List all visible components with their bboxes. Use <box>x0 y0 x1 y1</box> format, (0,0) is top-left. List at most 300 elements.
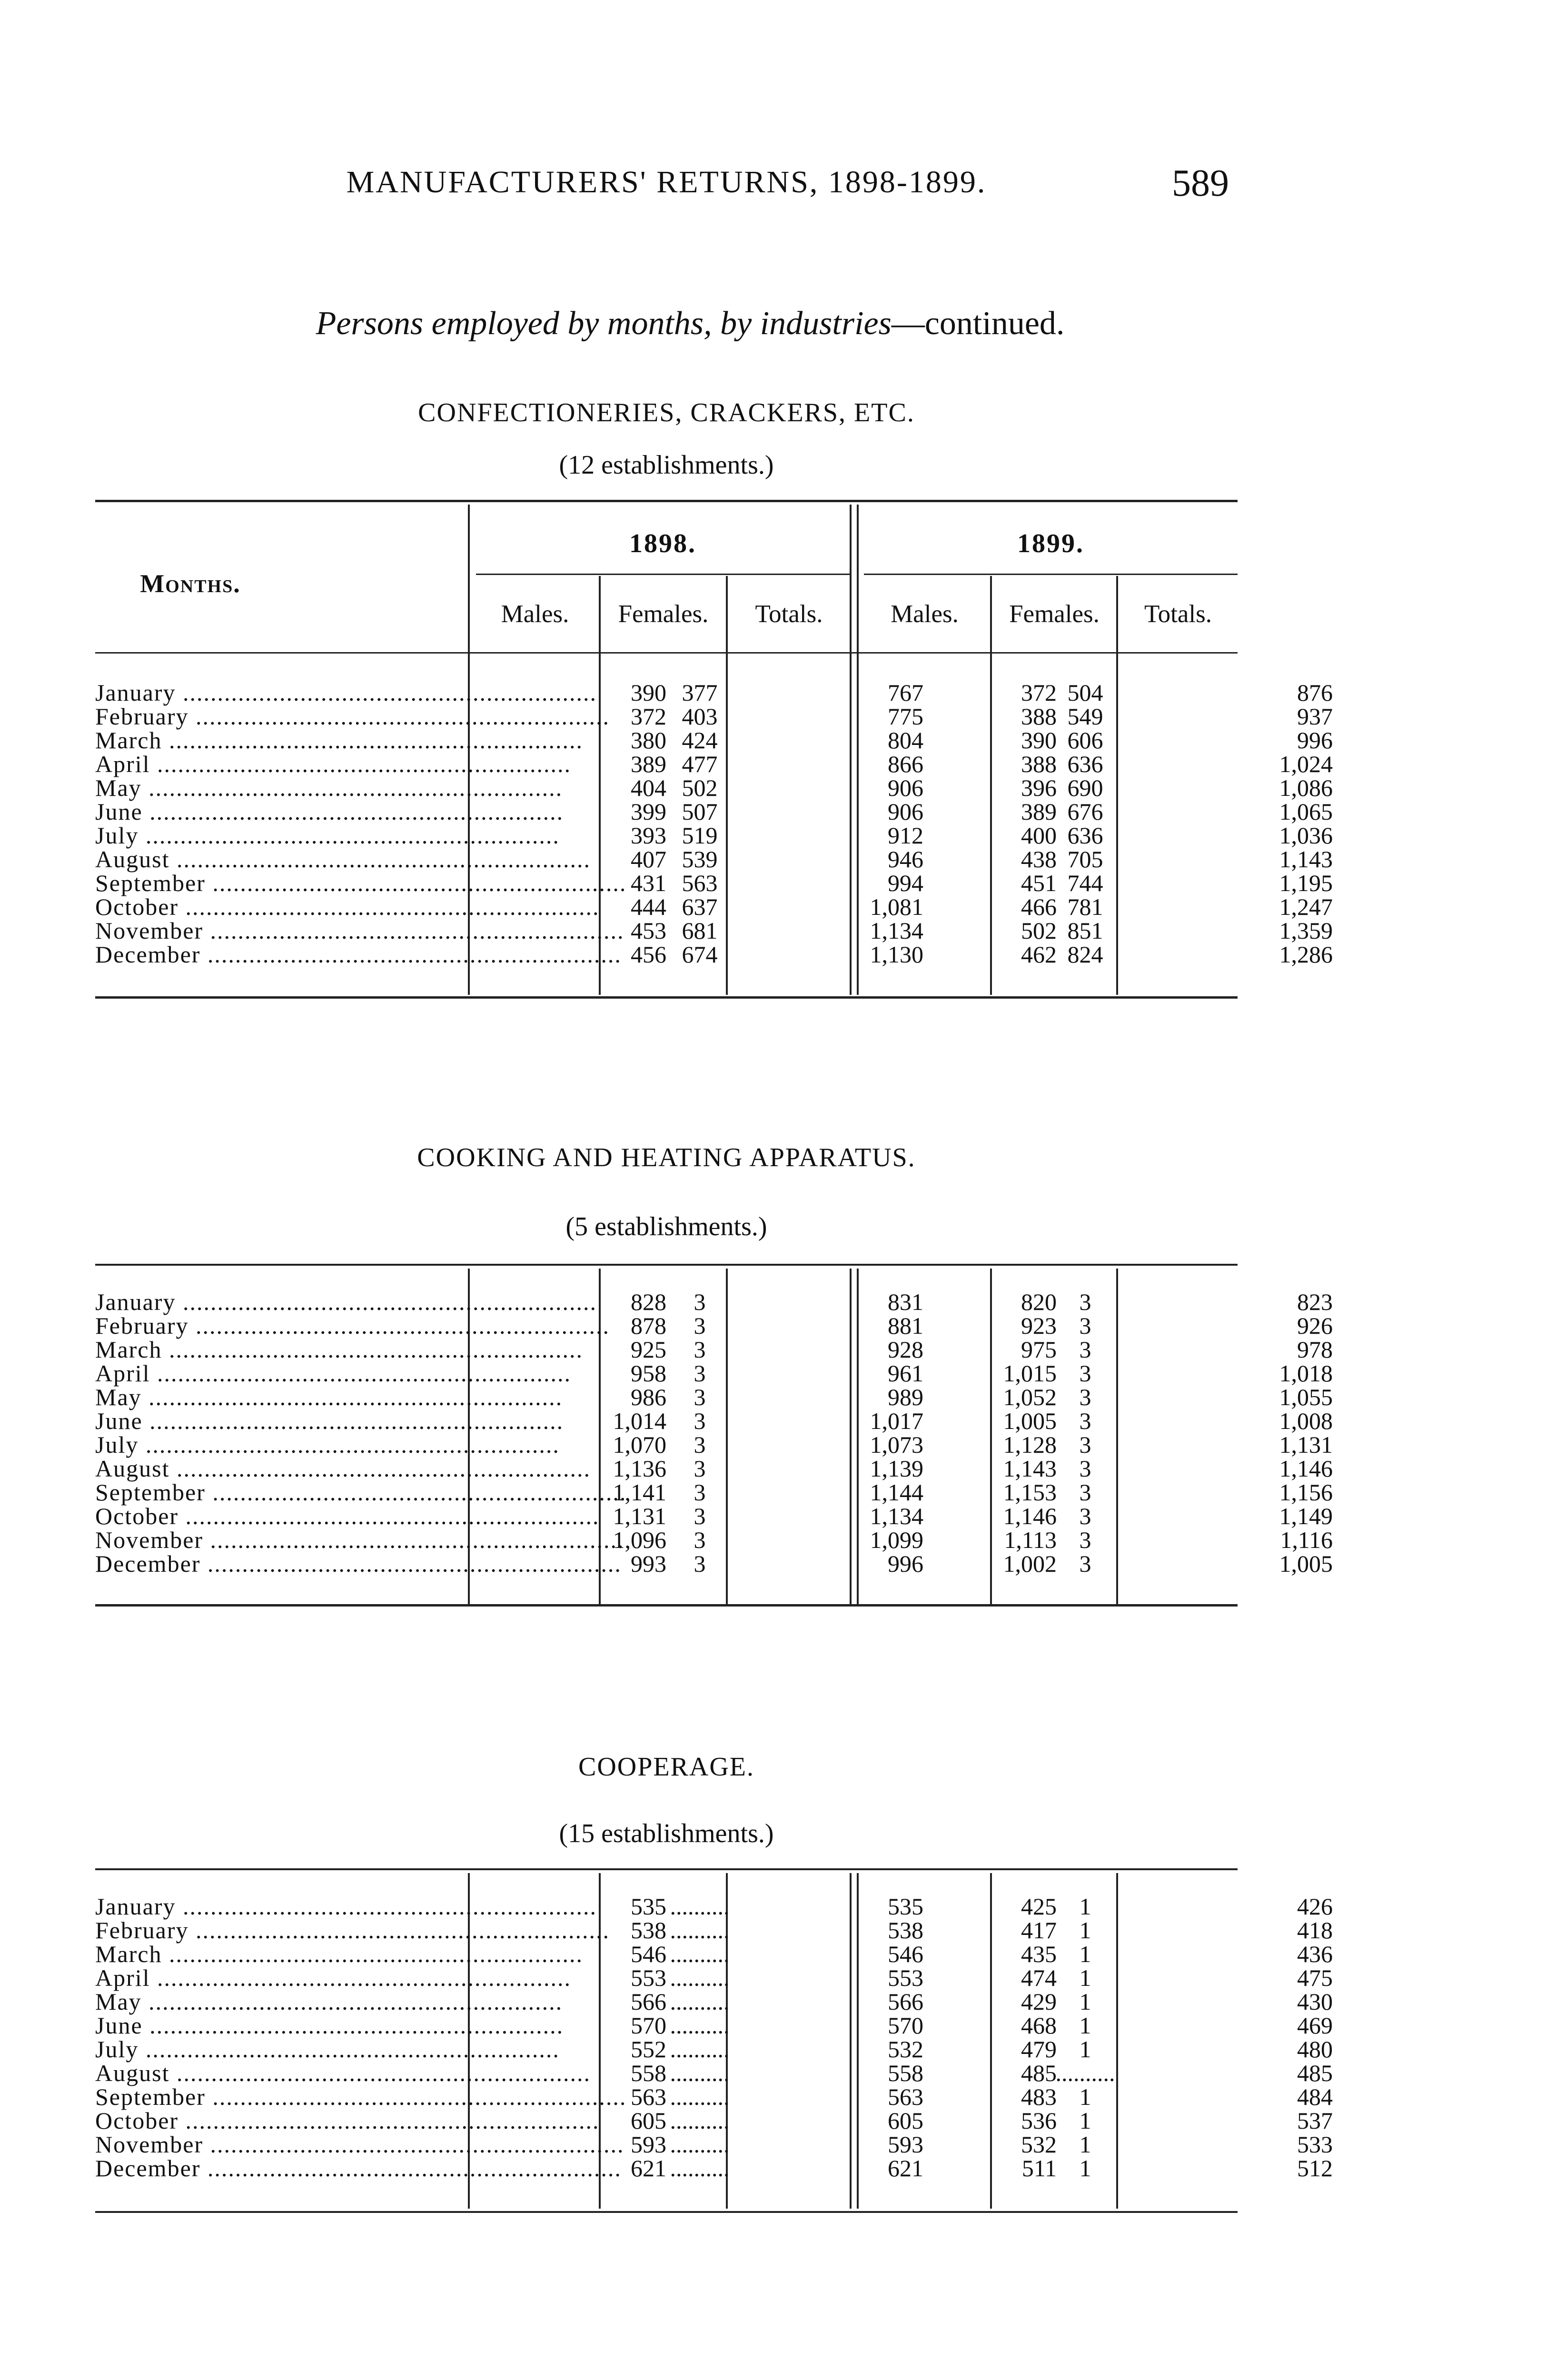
month-label: October ............................................................ <box>95 2107 600 2134</box>
cell-m99: 451 <box>1021 870 1057 896</box>
cell-m99: 425 <box>1021 1893 1057 1920</box>
cell-f99: 705 <box>1067 846 1103 873</box>
month-label: September ............................................................ <box>95 1479 627 1506</box>
cell-f99: 3 <box>1079 1503 1091 1529</box>
month-label: September ............................................................ <box>95 870 627 896</box>
cell-f99: .......... <box>1055 2060 1115 2086</box>
cell-m99: 462 <box>1021 941 1057 968</box>
section-title: COOKING AND HEATING APPARATUS. <box>417 1143 916 1172</box>
cell-f98: 519 <box>682 822 718 849</box>
cell-t98: 946 <box>888 846 923 873</box>
year-rule <box>476 574 850 575</box>
dot-leader: ............................................................ <box>139 2036 560 2063</box>
cell-f99: 3 <box>1079 1408 1091 1434</box>
cell-f99: 3 <box>1079 1289 1091 1315</box>
cell-t99: 1,055 <box>1279 1384 1333 1410</box>
cell-m98: 393 <box>631 822 666 849</box>
cell-m99: 1,002 <box>1003 1550 1057 1577</box>
cell-t99: 436 <box>1297 1941 1333 1967</box>
cell-f98: 377 <box>682 679 718 706</box>
cell-m98: 621 <box>631 2155 666 2182</box>
month-label: March ............................................................ <box>95 727 583 754</box>
cell-f98: .......... <box>670 2131 730 2158</box>
cell-m99: 975 <box>1021 1336 1057 1363</box>
cell-m99: 468 <box>1021 2012 1057 2039</box>
cell-m99: 429 <box>1021 1988 1057 2015</box>
dot-leader: ............................................................ <box>142 2012 564 2039</box>
dot-leader: ............................................................ <box>203 917 624 944</box>
month-label: January ............................................................ <box>95 1893 597 1920</box>
cell-f99: 3 <box>1079 1527 1091 1553</box>
table-row <box>95 822 1333 849</box>
cell-f98: .......... <box>670 2107 730 2134</box>
cell-t99: 1,024 <box>1279 751 1333 777</box>
cell-m99: 1,143 <box>1003 1455 1057 1482</box>
cell-t99: 1,143 <box>1279 846 1333 873</box>
dot-leader: ............................................................ <box>150 1360 572 1387</box>
section-title: CONFECTIONERIES, CRACKERS, ETC. <box>418 398 915 427</box>
cell-f98: .......... <box>670 2060 730 2086</box>
cell-f98: .......... <box>670 2155 730 2182</box>
cell-t99: 1,008 <box>1279 1408 1333 1434</box>
cell-t99: 1,146 <box>1279 1455 1333 1482</box>
page-number: 589 <box>1172 162 1229 204</box>
table-row <box>95 1503 1333 1529</box>
dot-leader: ............................................................ <box>169 1455 591 1482</box>
dot-leader: ............................................................ <box>178 893 600 920</box>
cell-m98: 390 <box>631 679 666 706</box>
section-title: COOPERAGE. <box>578 1752 755 1782</box>
cell-t99: 469 <box>1297 2012 1333 2039</box>
cell-m99: 511 <box>1021 2155 1057 2182</box>
year-header-1898: 1898. <box>629 529 696 558</box>
cell-m99: 1,153 <box>1003 1479 1057 1506</box>
cell-t99: 537 <box>1297 2107 1333 2134</box>
cell-t98: 570 <box>888 2012 923 2039</box>
cell-f98: 3 <box>694 1312 706 1339</box>
dot-leader: ............................................................ <box>142 798 564 825</box>
dot-leader: ............................................................ <box>203 2131 624 2158</box>
cell-f98: 3 <box>694 1503 706 1529</box>
cell-t98: 535 <box>888 1893 923 1920</box>
dot-leader: ............................................................ <box>200 1550 622 1577</box>
cell-m98: 1,014 <box>613 1408 666 1434</box>
cell-m99: 417 <box>1021 1917 1057 1944</box>
dot-leader: ............................................................ <box>178 2107 600 2134</box>
cell-f99: 636 <box>1067 751 1103 777</box>
cell-t98: 906 <box>888 798 923 825</box>
table-row <box>95 1988 1333 2015</box>
cell-m99: 532 <box>1021 2131 1057 2158</box>
cell-m98: 538 <box>631 1917 666 1944</box>
cell-m99: 502 <box>1021 917 1057 944</box>
cell-t98: 538 <box>888 1917 923 1944</box>
cell-t98: 1,081 <box>870 893 923 920</box>
cell-t98: 558 <box>888 2060 923 2086</box>
cell-m99: 1,146 <box>1003 1503 1057 1529</box>
cell-m98: 380 <box>631 727 666 754</box>
cell-m98: 593 <box>631 2131 666 2158</box>
month-label: January ............................................................ <box>95 1289 597 1315</box>
month-label: December ............................................................ <box>95 1550 622 1577</box>
table-row <box>95 870 1333 896</box>
dot-leader: ............................................................ <box>141 774 563 801</box>
cell-t99: 426 <box>1297 1893 1333 1920</box>
cell-m99: 1,113 <box>1004 1527 1057 1553</box>
cell-f99: 851 <box>1067 917 1103 944</box>
cell-t98: 621 <box>888 2155 923 2182</box>
section-count: (15 establishments.) <box>559 1819 774 1848</box>
cell-f99: 1 <box>1079 1893 1091 1920</box>
cell-f99: 3 <box>1079 1312 1091 1339</box>
cell-f99: 1 <box>1079 1917 1091 1944</box>
header-bottom-rule <box>95 652 1238 654</box>
cell-f99: 3 <box>1079 1455 1091 1482</box>
cell-t99: 1,156 <box>1279 1479 1333 1506</box>
cell-f99: 1 <box>1079 2036 1091 2063</box>
cell-m98: 558 <box>631 2060 666 2086</box>
cell-f99: 3 <box>1079 1431 1091 1458</box>
cell-t99: 1,018 <box>1279 1360 1333 1387</box>
table-row <box>95 1527 1333 1553</box>
month-label: October ............................................................ <box>95 1503 600 1529</box>
table-bottom-rule <box>95 1604 1238 1606</box>
month-label: June ............................................................ <box>95 798 564 825</box>
table-row <box>95 1312 1333 1339</box>
cell-f98: .......... <box>670 1941 730 1967</box>
table-row <box>95 1408 1333 1434</box>
cell-f98: 681 <box>682 917 718 944</box>
cell-t98: 989 <box>888 1384 923 1410</box>
cell-f98: .......... <box>670 2083 730 2110</box>
cell-m98: 404 <box>631 774 666 801</box>
month-label: August ............................................................ <box>95 846 591 873</box>
totals-header: Totals. <box>755 600 823 628</box>
table-row <box>95 1384 1333 1410</box>
cell-f98: 3 <box>694 1527 706 1553</box>
cell-f98: 3 <box>694 1431 706 1458</box>
cell-t99: 876 <box>1297 679 1333 706</box>
cell-t98: 593 <box>888 2131 923 2158</box>
table-row <box>95 2012 1333 2039</box>
table-row <box>95 1964 1333 1991</box>
cell-f98: .......... <box>670 1988 730 2015</box>
cell-m99: 820 <box>1021 1289 1057 1315</box>
cell-f99: 3 <box>1079 1384 1091 1410</box>
cell-f99: 1 <box>1079 2083 1091 2110</box>
month-label: June ............................................................ <box>95 1408 564 1434</box>
cell-t99: 512 <box>1297 2155 1333 2182</box>
cell-m99: 390 <box>1021 727 1057 754</box>
cell-t98: 1,139 <box>870 1455 923 1482</box>
dot-leader: ............................................................ <box>139 1431 560 1458</box>
month-label: March ............................................................ <box>95 1336 583 1363</box>
cell-t98: 1,134 <box>870 1503 923 1529</box>
cell-m98: 552 <box>631 2036 666 2063</box>
subtitle-italic: Persons employed by months, by industries <box>316 305 892 342</box>
table-row <box>95 941 1333 968</box>
cell-f98: 3 <box>694 1479 706 1506</box>
cell-m98: 372 <box>631 703 666 730</box>
table-body <box>95 1289 1333 1577</box>
table-row <box>95 2107 1333 2134</box>
cell-f98: .......... <box>670 1893 730 1920</box>
month-label: February ............................................................ <box>95 1917 610 1944</box>
cell-m99: 1,015 <box>1003 1360 1057 1387</box>
females-header: Females. <box>618 600 709 628</box>
cell-f99: 1 <box>1079 1988 1091 2015</box>
cell-t98: 912 <box>888 822 923 849</box>
cell-m99: 479 <box>1021 2036 1057 2063</box>
cell-t98: 1,073 <box>870 1431 923 1458</box>
section-count: (12 establishments.) <box>559 450 774 480</box>
dot-leader: ............................................................ <box>188 1312 610 1339</box>
cell-f98: 563 <box>682 870 718 896</box>
cell-f98: 507 <box>682 798 718 825</box>
cell-f98: 539 <box>682 846 718 873</box>
cell-t98: 961 <box>888 1360 923 1387</box>
cell-t99: 1,195 <box>1279 870 1333 896</box>
month-label: April ............................................................ <box>95 751 572 777</box>
cell-m98: 553 <box>631 1964 666 1991</box>
table-row <box>95 679 1333 706</box>
table-row <box>95 917 1333 944</box>
cell-m98: 925 <box>631 1336 666 1363</box>
dot-leader: ............................................................ <box>205 2083 627 2110</box>
year-header-1899: 1899. <box>1017 529 1084 558</box>
cell-m98: 546 <box>631 1941 666 1967</box>
month-label: November ............................................................ <box>95 1527 624 1553</box>
cell-t98: 881 <box>888 1312 923 1339</box>
dot-leader: ............................................................ <box>205 870 627 896</box>
dot-leader: ............................................................ <box>205 1479 627 1506</box>
month-label: August ............................................................ <box>95 1455 591 1482</box>
cell-f99: 1 <box>1079 1964 1091 1991</box>
cell-f99: 3 <box>1079 1550 1091 1577</box>
cell-m98: 993 <box>631 1550 666 1577</box>
cell-t99: 1,086 <box>1279 774 1333 801</box>
cell-t99: 1,116 <box>1280 1527 1333 1553</box>
cell-t99: 1,247 <box>1279 893 1333 920</box>
cell-m99: 483 <box>1021 2083 1057 2110</box>
cell-m98: 1,096 <box>613 1527 666 1553</box>
table-row <box>95 2060 1333 2086</box>
cell-f99: 3 <box>1079 1479 1091 1506</box>
cell-t99: 1,065 <box>1279 798 1333 825</box>
cell-t98: 804 <box>888 727 923 754</box>
cell-m99: 536 <box>1021 2107 1057 2134</box>
cell-t98: 532 <box>888 2036 923 2063</box>
dot-leader: ............................................................ <box>150 1964 572 1991</box>
month-label: May ............................................................ <box>95 1988 563 2015</box>
males-header: Males. <box>501 600 569 628</box>
dot-leader: ............................................................ <box>178 1503 600 1529</box>
dot-leader: ............................................................ <box>162 1941 583 1967</box>
cell-m98: 1,131 <box>613 1503 666 1529</box>
cell-t98: 566 <box>888 1988 923 2015</box>
dot-leader: ............................................................ <box>139 822 560 849</box>
cell-m98: 986 <box>631 1384 666 1410</box>
table-row <box>95 2083 1333 2110</box>
cell-t99: 926 <box>1297 1312 1333 1339</box>
cell-m98: 828 <box>631 1289 666 1315</box>
cell-f99: 1 <box>1079 2107 1091 2134</box>
dot-leader: ............................................................ <box>203 1527 624 1553</box>
cell-m98: 1,136 <box>613 1455 666 1482</box>
year-rule <box>864 574 1238 575</box>
cell-m98: 958 <box>631 1360 666 1387</box>
month-label: July ............................................................ <box>95 1431 560 1458</box>
cell-m99: 435 <box>1021 1941 1057 1967</box>
cell-t98: 994 <box>888 870 923 896</box>
cell-f98: 3 <box>694 1336 706 1363</box>
cell-f98: .......... <box>670 1964 730 1991</box>
cell-f98: 3 <box>694 1289 706 1315</box>
months-header: Months. <box>140 569 241 598</box>
month-label: February ............................................................ <box>95 1312 610 1339</box>
table-bottom-rule <box>95 996 1238 999</box>
cell-t99: 1,359 <box>1279 917 1333 944</box>
cell-t99: 978 <box>1297 1336 1333 1363</box>
cell-m99: 1,128 <box>1003 1431 1057 1458</box>
dot-leader: ............................................................ <box>141 1988 563 2015</box>
month-label: August ............................................................ <box>95 2060 591 2086</box>
cell-m99: 485 <box>1021 2060 1057 2086</box>
cell-t98: 1,130 <box>870 941 923 968</box>
month-label: February ............................................................ <box>95 703 610 730</box>
month-label: April ............................................................ <box>95 1964 572 1991</box>
cell-t99: 937 <box>1297 703 1333 730</box>
dot-leader: ............................................................ <box>188 703 610 730</box>
cell-m98: 389 <box>631 751 666 777</box>
cell-m99: 372 <box>1021 679 1057 706</box>
month-label: December ............................................................ <box>95 2155 622 2182</box>
cell-m98: 566 <box>631 1988 666 2015</box>
dot-leader: ............................................................ <box>176 1289 597 1315</box>
table-body <box>95 1893 1333 2182</box>
cell-f98: 3 <box>694 1384 706 1410</box>
table-row <box>95 1550 1333 1577</box>
cell-f98: 403 <box>682 703 718 730</box>
cell-m98: 431 <box>631 870 666 896</box>
cell-f98: .......... <box>670 2036 730 2063</box>
cell-t98: 553 <box>888 1964 923 1991</box>
subtitle-continued: —continued. <box>891 305 1065 342</box>
cell-f99: 3 <box>1079 1360 1091 1387</box>
cell-t99: 1,286 <box>1279 941 1333 968</box>
cell-m98: 563 <box>631 2083 666 2110</box>
dot-leader: ............................................................ <box>141 1384 563 1410</box>
section-count: (5 establishments.) <box>565 1212 767 1241</box>
month-label: April ............................................................ <box>95 1360 572 1387</box>
males-header: Males. <box>891 600 959 628</box>
cell-m99: 389 <box>1021 798 1057 825</box>
cell-m98: 535 <box>631 1893 666 1920</box>
cell-m98: 570 <box>631 2012 666 2039</box>
dot-leader: ............................................................ <box>176 1893 597 1920</box>
cell-f99: 636 <box>1067 822 1103 849</box>
table-row <box>95 1917 1333 1944</box>
cell-f98: 637 <box>682 893 718 920</box>
cell-f98: 424 <box>682 727 718 754</box>
cell-m99: 388 <box>1021 751 1057 777</box>
table-row <box>95 1941 1333 1967</box>
cell-t98: 1,099 <box>870 1527 923 1553</box>
cell-m99: 1,052 <box>1003 1384 1057 1410</box>
month-label: March ............................................................ <box>95 1941 583 1967</box>
running-head: MANUFACTURERS' RETURNS, 1898-1899. <box>346 165 987 199</box>
table-top-rule <box>95 1264 1238 1266</box>
cell-m98: 444 <box>631 893 666 920</box>
cell-t98: 996 <box>888 1550 923 1577</box>
cell-f98: 502 <box>682 774 718 801</box>
cell-t99: 533 <box>1297 2131 1333 2158</box>
cell-f99: 606 <box>1067 727 1103 754</box>
month-label: June ............................................................ <box>95 2012 564 2039</box>
cell-m98: 1,141 <box>613 1479 666 1506</box>
cell-m98: 453 <box>631 917 666 944</box>
cell-f99: 1 <box>1079 1941 1091 1967</box>
cell-f99: 1 <box>1079 2155 1091 2182</box>
table-row <box>95 1289 1333 1315</box>
table-row <box>95 2036 1333 2063</box>
cell-t99: 1,149 <box>1279 1503 1333 1529</box>
page-subtitle <box>0 305 1380 343</box>
month-label: September ............................................................ <box>95 2083 627 2110</box>
table-row <box>95 893 1333 920</box>
dot-leader: ............................................................ <box>162 1336 583 1363</box>
month-label: July ............................................................ <box>95 2036 560 2063</box>
table-bottom-rule <box>95 2211 1238 2213</box>
month-label: November ............................................................ <box>95 917 624 944</box>
cell-m99: 396 <box>1021 774 1057 801</box>
month-label: July ............................................................ <box>95 822 560 849</box>
cell-t98: 866 <box>888 751 923 777</box>
cell-m98: 605 <box>631 2107 666 2134</box>
cell-t99: 1,005 <box>1279 1550 1333 1577</box>
cell-f98: 477 <box>682 751 718 777</box>
dot-leader: ............................................................ <box>188 1917 610 1944</box>
cell-f99: 3 <box>1079 1336 1091 1363</box>
cell-f99: 504 <box>1067 679 1103 706</box>
cell-t98: 775 <box>888 703 923 730</box>
table-row <box>95 1336 1333 1363</box>
cell-f99: 1 <box>1079 2012 1091 2039</box>
table-top-rule <box>95 500 1238 502</box>
month-label: January ............................................................ <box>95 679 597 706</box>
cell-f98: .......... <box>670 2012 730 2039</box>
table-row <box>95 1893 1333 1920</box>
dot-leader: ............................................................ <box>200 2155 622 2182</box>
table-top-rule <box>95 1868 1238 1870</box>
cell-f98: .......... <box>670 1917 730 1944</box>
cell-t99: 475 <box>1297 1964 1333 1991</box>
table-row <box>95 774 1333 801</box>
table-row <box>95 2131 1333 2158</box>
cell-m98: 407 <box>631 846 666 873</box>
cell-m99: 1,005 <box>1003 1408 1057 1434</box>
table-row <box>95 1479 1333 1506</box>
table-row <box>95 751 1333 777</box>
dot-leader: ............................................................ <box>176 679 597 706</box>
table-row <box>95 727 1333 754</box>
table-row <box>95 1360 1333 1387</box>
cell-m99: 388 <box>1021 703 1057 730</box>
month-label: October ............................................................ <box>95 893 600 920</box>
cell-t99: 1,131 <box>1279 1431 1333 1458</box>
cell-t98: 1,144 <box>870 1479 923 1506</box>
cell-t99: 1,036 <box>1279 822 1333 849</box>
